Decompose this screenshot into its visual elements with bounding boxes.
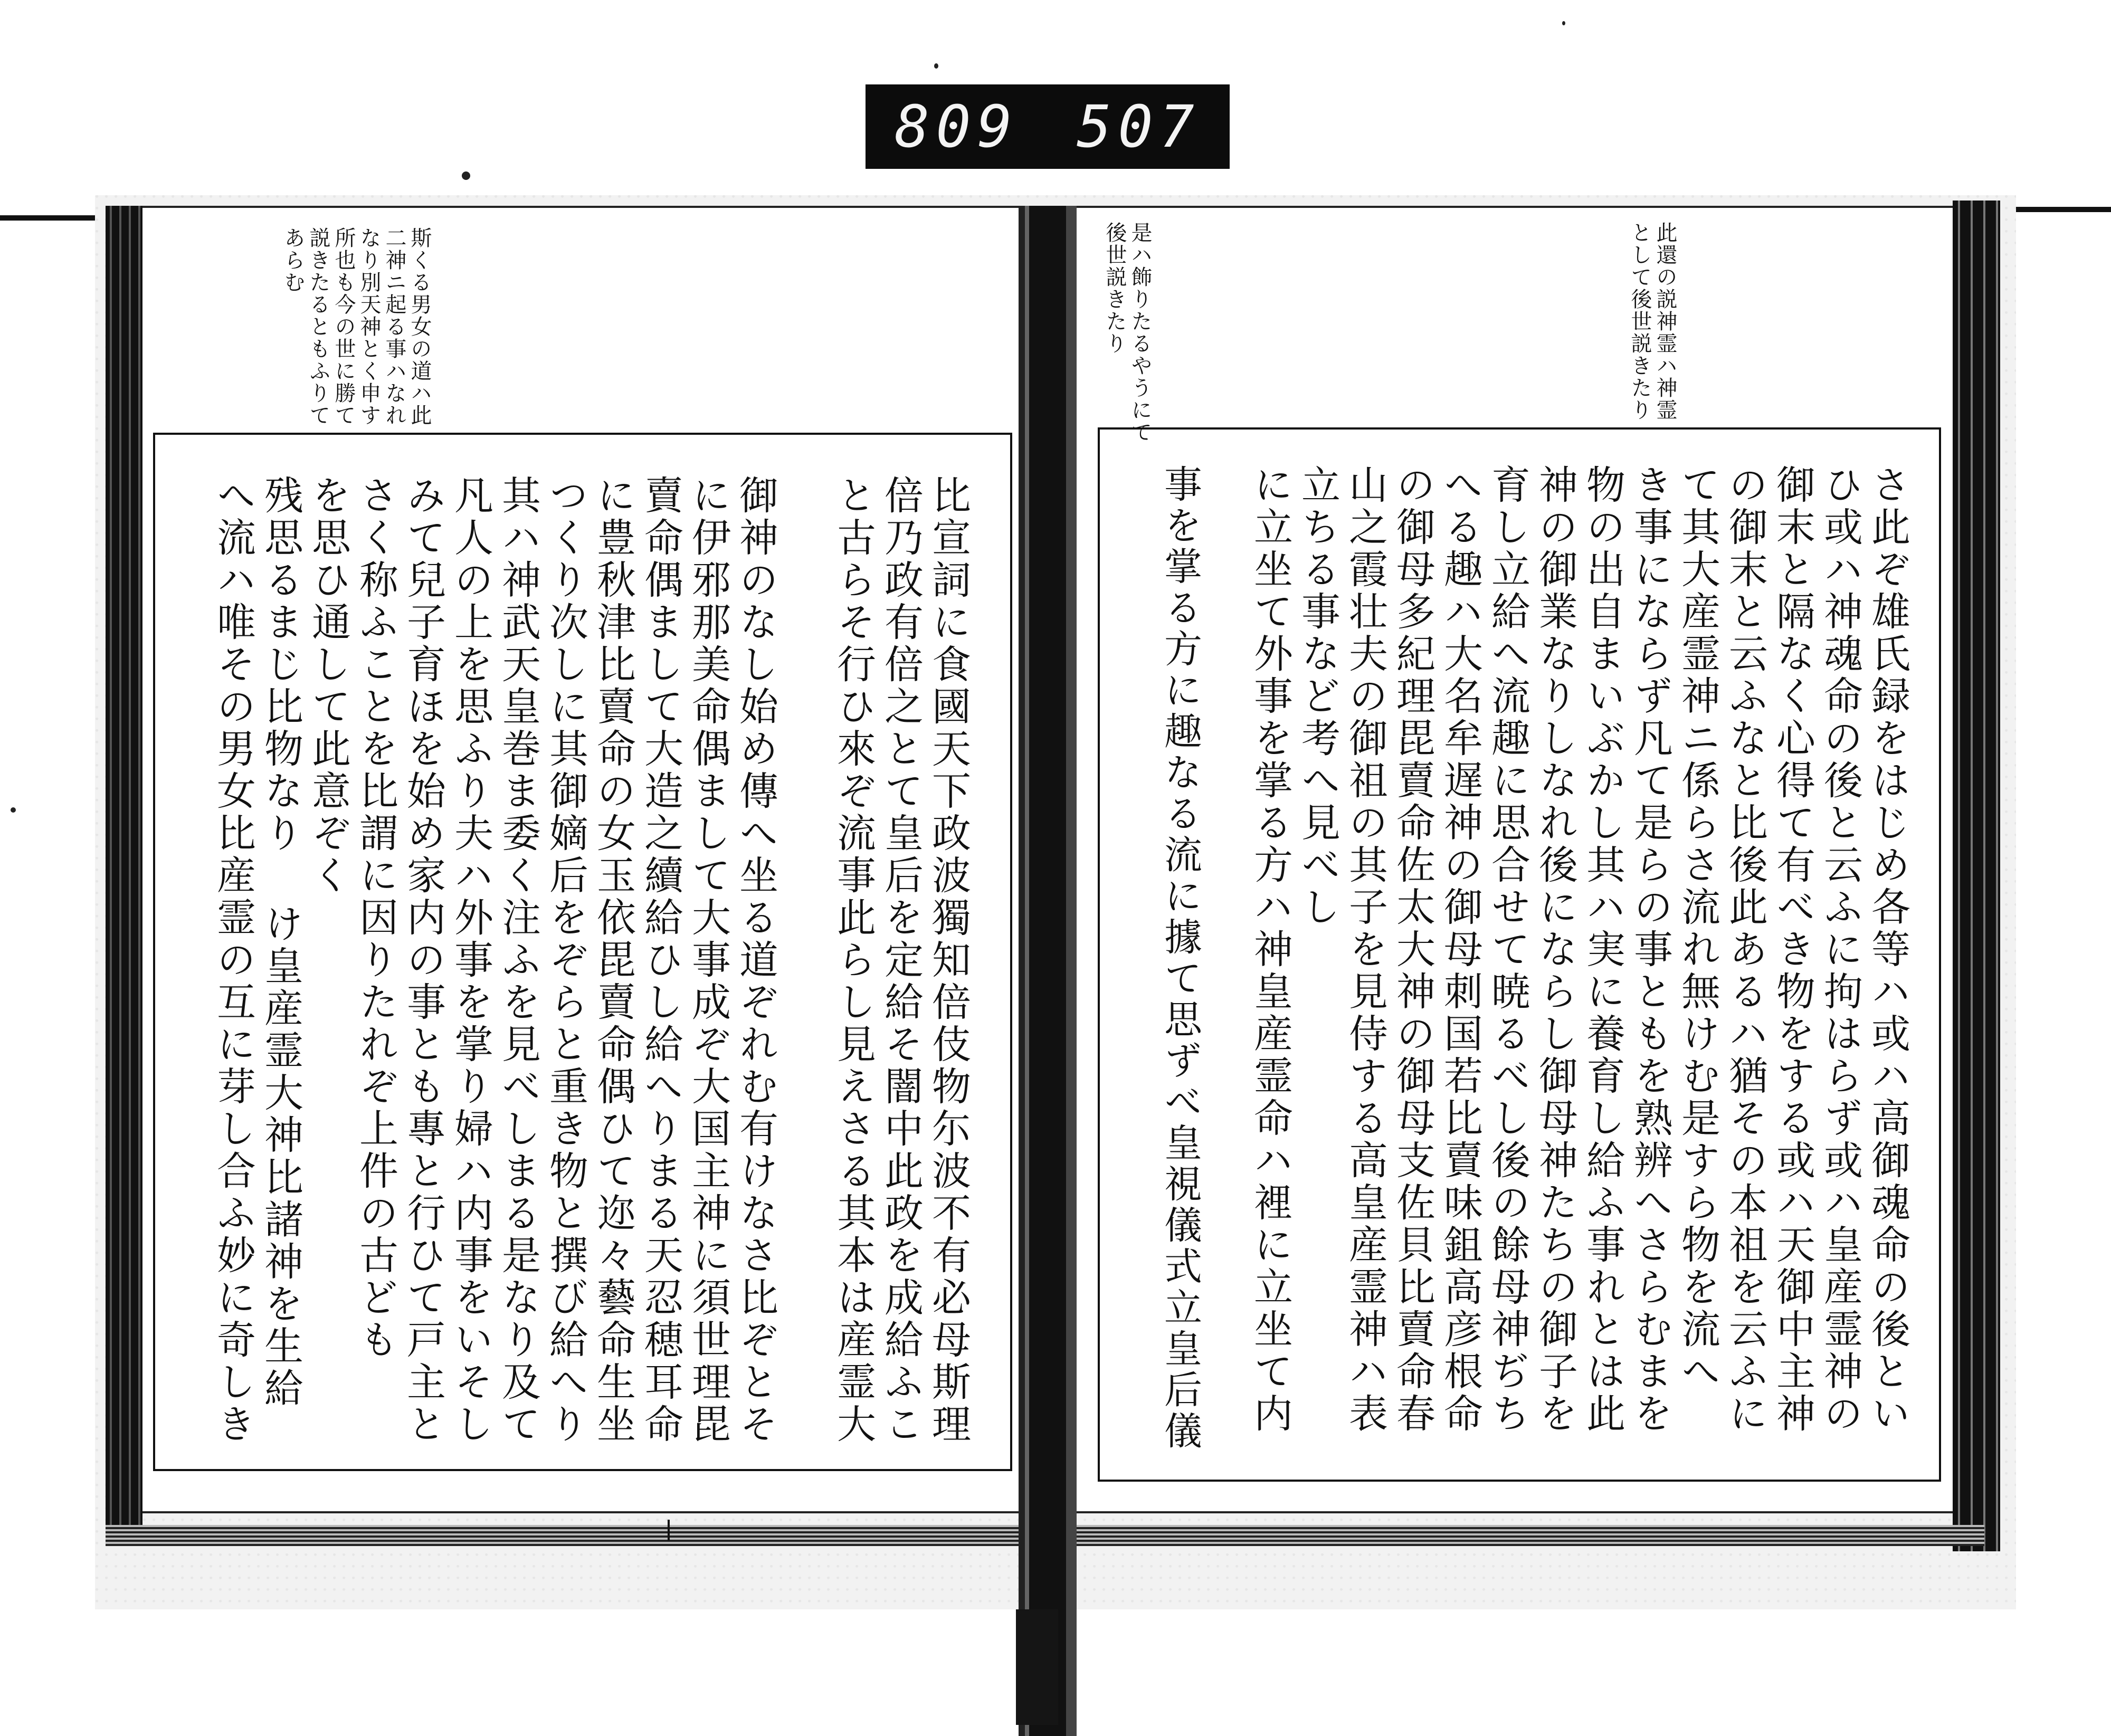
text-column: へる趣ハ大名牟遅神の御母刺国若比賣味鉏高彦根命 — [1438, 464, 1483, 1435]
text-column: の御末と云ふなと比後此あるハ猶その本祖を云ふに — [1723, 464, 1768, 1435]
text-column: 育し立給へ流趣に思合せて暁るべし後の餘母神ぢち — [1485, 464, 1530, 1435]
scan-speck — [934, 63, 938, 69]
text-column: 物の出自まいぶかし其ハ実に養育し給ふ事れとは此 — [1580, 464, 1625, 1435]
rule-line — [0, 215, 111, 221]
text-column: 賣命偶まして大造之續給ひし給へりまる天忍穂耳命 — [638, 475, 683, 1446]
text-column: に豊秋津比賣命の女玉依毘賣命偶ひて迩々藝命生坐 — [591, 475, 636, 1446]
text-column: 凡人の上を思ふり夫ハ外事を掌り婦ハ内事をいそし — [448, 475, 493, 1446]
right-page-edge — [1953, 201, 2000, 1551]
text-column: 御神のなし始め傳へ坐る道ぞれむ有けなさ比ぞとそ — [733, 475, 778, 1446]
text-column: 立ちる事など考へ見べし — [1295, 464, 1340, 929]
headnote-line: あらむ — [281, 227, 305, 293]
headnote-line: 所也も今の世に勝て — [331, 227, 356, 426]
scan-speck — [1562, 21, 1565, 25]
text-column: 事を掌る方に趣なる流に據て思ずべ皇視儀式立皇后儀 — [1158, 464, 1202, 1452]
text-column: に伊邪那美命偶まして大事成ぞ大国主神に須世理毘 — [686, 475, 731, 1446]
headnote-line: 是ハ飾りたるやうにて — [1128, 222, 1152, 443]
text-column: 其ハ神武天皇巻ま委く注ふを見べしまる是なり及て — [496, 475, 541, 1446]
scan-speck — [462, 171, 470, 180]
headnote-line: 二神ニ起る事ハなれ — [382, 227, 406, 426]
text-column: 山之霞壮夫の御祖の其子を見侍する高皇産霊神ハ表 — [1343, 464, 1388, 1435]
text-column: 比宣詞に食國天下政波獨知倍伎物尓波不有必母斯理 — [926, 475, 971, 1446]
text-column: さく称ふことを比謂に因りたれぞ上件の古ども — [353, 475, 398, 1361]
text-column: と古らそ行ひ來ぞ流事此らし見えさる其本は産霊大 — [831, 475, 876, 1446]
text-column: の御母多紀理毘賣命佐太大神の御母支佐貝比賣命春 — [1390, 464, 1435, 1435]
headnote-line: 此還の説神霊ハ神霊 — [1653, 222, 1677, 421]
scan-speck — [11, 807, 16, 813]
text-column: さ此ぞ雄氏録をはじめ各等ハ或ハ高御魂命の後とい — [1865, 464, 1910, 1435]
text-column: みて兒子育ほを始め家内の事とも專と行ひて戸主と — [401, 475, 446, 1446]
text-column: 残思るまじ比物なり け皇産霊大神比諸神を生給 — [258, 475, 303, 1410]
text-column: 神の御業なりしなれ後にならし御母神たちの御子を — [1533, 464, 1578, 1435]
headnote-line: として後世説きたり — [1628, 222, 1652, 421]
headnote-line: 後世説きたり — [1102, 222, 1127, 355]
frame-counter — [866, 84, 1230, 169]
text-column: に立坐て外事を掌る方ハ神皇産霊命ハ裡に立坐て内 — [1248, 464, 1293, 1435]
text-column: き事にならず凡て是らの事ともを熟辨へさらむまを — [1628, 464, 1673, 1435]
text-column: 御末と隔なく心得て有べき物をする或ハ天御中主神 — [1770, 464, 1815, 1435]
text-column: ひ或ハ神魂命の後と云ふに拘はらず或ハ皇産霊神の — [1818, 464, 1863, 1435]
book-gutter — [1019, 206, 1077, 1736]
page-mark — [668, 1520, 670, 1541]
headnote-line: なり別天神とく申す — [357, 227, 381, 426]
counter-left: 809 — [895, 93, 1019, 160]
counter-right: 507 — [1077, 93, 1201, 160]
gutter-tab — [1016, 1609, 1058, 1725]
text-column: つくり次しに其御嫡后をぞらと重き物と撰び給へり — [543, 475, 588, 1446]
headnote-line: 説きたるともふりて — [306, 227, 330, 426]
headnote-line: 斯くる男女の道ハ此 — [407, 227, 432, 426]
text-column: て其大産霊神ニ係らさ流れ無けむ是すら物を流へ — [1675, 464, 1720, 1393]
text-column: を思ひ通して此意ぞく — [306, 475, 351, 897]
left-page-edge — [106, 206, 142, 1546]
text-column: 倍乃政有倍之とて皇后を定給そ闇中此政を成給ふこ — [878, 475, 924, 1446]
text-column: へ流ハ唯その男女比産霊の互に芽し合ふ妙に奇しき — [211, 475, 256, 1446]
